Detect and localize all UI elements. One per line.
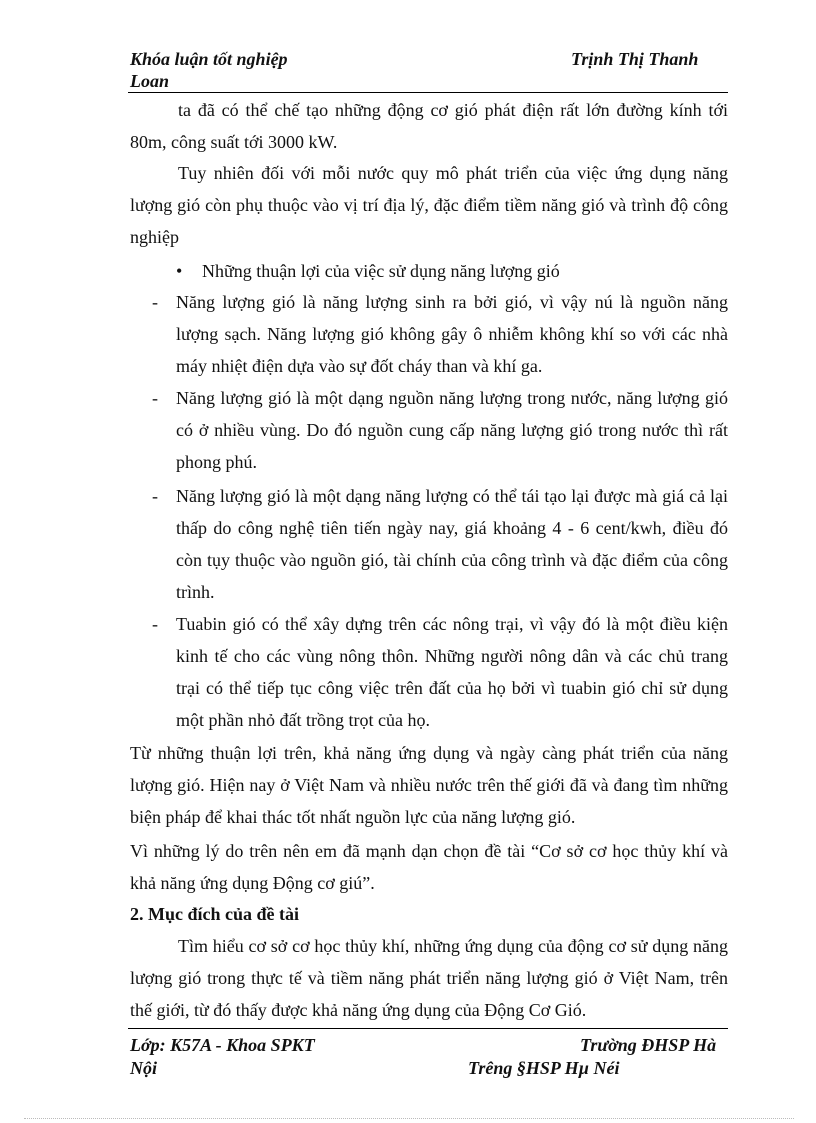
header-thesis-title: Khóa luận tốt nghiệp <box>130 49 288 69</box>
dash-icon: - <box>152 292 158 312</box>
header-rule <box>128 92 728 93</box>
list-item: Năng lượng gió là một dạng năng lượng có thể tái tạo lại được mà giá cả lại thấp do công nghệ tiên tiến ngày nay, giá khoảng 4 - 6 cent/kwh, điều đó còn tụy thuộc vào nguồn gió, tài chính của công trình và đặc điểm của công trình. <box>176 486 728 602</box>
dash-icon: - <box>152 614 158 634</box>
header-author: Trịnh Thị Thanh <box>571 49 699 69</box>
footer-university-continued: Nội <box>130 1058 157 1078</box>
footer-university-garbled: Trêng §HSP Hµ Néi <box>468 1058 620 1078</box>
footer-university: Trường ĐHSP Hà <box>580 1035 717 1055</box>
paragraph-2: Tuy nhiên đối với mỗi nước quy mô phát triển của việc ứng dụng năng lượng gió còn phụ thuộc vào vị trí địa lý, đặc điểm tiềm năng gió và trình độ công nghiệp <box>130 163 728 247</box>
header-author-continued: Loan <box>130 71 170 91</box>
list-item: Năng lượng gió là năng lượng sinh ra bởi gió, vì vậy nú là nguồn năng lượng sạch. Năng lượng gió không gây ô nhiễm không khí so với các nhà máy nhiệt điện dựa vào sự đốt cháy than và khí ga. <box>176 292 728 376</box>
paragraph-4: Vì những lý do trên nên em đã mạnh dạn chọn đề tài “Cơ sở cơ học thủy khí và khả năng ứng dụng Động cơ giú”. <box>130 841 728 893</box>
list-item: Tuabin gió có thể xây dựng trên các nông trại, vì vậy đó là một điều kiện kinh tế cho các vùng nông thôn. Những người nông dân và các chủ trang trại có thể tiếp tục công việc trên đất của họ bởi vì tuabin gió chỉ sử dụng một phần nhỏ đất trồng trọt của họ. <box>176 614 728 730</box>
paragraph-3: Từ những thuận lợi trên, khả năng ứng dụng và ngày càng phát triển của năng lượng gió. Hiện nay ở Việt Nam và nhiều nước trên thế giới đã và đang tìm những biện pháp để khai thác tốt nhất nguồn lực của năng lượng gió. <box>130 743 728 827</box>
paragraph-5: Tìm hiểu cơ sở cơ học thủy khí, những ứng dụng của động cơ sử dụng năng lượng gió trong thực tế và tiềm năng phát triển năng lượng gió ở Việt Nam, trên thế giới, từ đó thấy được khả năng ứng dụng của Động Cơ Gió. <box>130 936 728 1020</box>
bullet-heading: Những thuận lợi của việc sử dụng năng lượng gió <box>202 261 560 281</box>
dash-icon: - <box>152 486 158 506</box>
paragraph-1: ta đã có thể chế tạo những động cơ gió phát điện rất lớn đường kính tới 80m, công suất tới 3000 kW. <box>130 100 728 152</box>
footer-class: Lớp: K57A - Khoa SPKT <box>130 1035 315 1055</box>
list-item: Năng lượng gió là một dạng nguồn năng lượng trong nước, năng lượng gió có ở nhiều vùng. Do đó nguồn cung cấp năng lượng gió trong nước thì rất phong phú. <box>176 388 728 472</box>
bullet-icon: • <box>176 261 183 281</box>
dash-icon: - <box>152 388 158 408</box>
page-bottom-divider <box>24 1118 794 1119</box>
section-heading: 2. Mục đích của đề tài <box>130 904 299 924</box>
footer-rule <box>128 1028 728 1029</box>
